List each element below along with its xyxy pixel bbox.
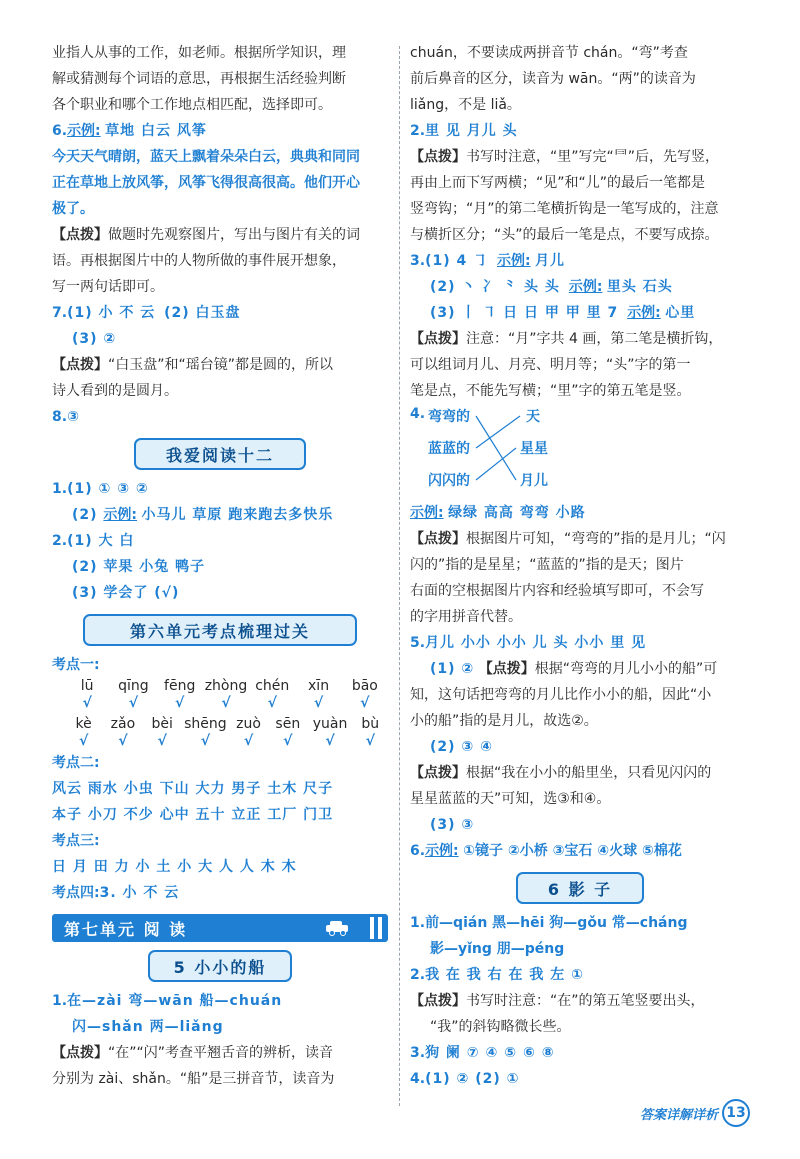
check-mark: √ — [365, 733, 375, 749]
q3-tip-line: 笔是点，不能先写横；“里”字的第五笔是竖。 — [410, 383, 691, 399]
q2-tip-line: 与横折区分；“头”的最后一笔是点，不要写成捺。 — [410, 227, 719, 243]
r1-answer-2: (2) 示例: 小马儿 草原 跑来跑去多快乐 — [72, 507, 334, 523]
q5-1: (1) ② 【点拨】根据“弯弯的月儿小小的船”可 — [430, 661, 718, 677]
column-divider — [399, 46, 400, 1106]
match-right: 星星 — [520, 441, 548, 457]
match-left: 闪闪的 — [428, 473, 470, 489]
check-mark: √ — [325, 733, 335, 749]
lesson6-banner: 6 影 子 — [516, 872, 644, 904]
pinyin: kè — [75, 716, 92, 732]
check-mark: √ — [157, 733, 167, 749]
pinyin: zhòng — [204, 678, 248, 694]
s2-answer: 2.我 在 我 右 在 我 左 ① — [410, 967, 585, 983]
q5-1-line: 小的船”指的是月儿，故选②。 — [410, 713, 598, 729]
reading-12-banner: 我爱阅读十二 — [134, 438, 306, 470]
pinyin-row-1 — [64, 678, 388, 694]
q3-tip-line: 可以组词月儿、月亮、明月等；“头”字的第一 — [410, 357, 691, 373]
decor-bars — [370, 917, 382, 939]
pinyin: bèi — [151, 716, 173, 732]
check-mark: √ — [118, 733, 128, 749]
q5-3: (3) ③ — [430, 817, 475, 833]
q2-tip: 【点拨】书写时注意，“里”写完“⺜”后，先写竖， — [410, 149, 720, 165]
right-column — [410, 40, 750, 1092]
check-mark: √ — [128, 695, 139, 711]
check-mark: √ — [360, 695, 370, 711]
k2-row: 风云 雨水 小虫 下山 大力 男子 土木 尺子 — [52, 781, 334, 797]
q6-tip-line: 写一两句话即可。 — [52, 279, 164, 295]
pinyin: lū — [80, 678, 94, 694]
check-mark: √ — [267, 695, 277, 711]
q4-tip-line: 闪的”指的是星星；“蓝蓝的”指的是天；图片 — [410, 557, 684, 573]
check-mark: √ — [175, 695, 185, 711]
q6-sentence: 正在草地上放风筝，风筝飞得很高很高。他们开心 — [52, 175, 360, 191]
footer-label: 答案详解详析 — [639, 1107, 718, 1123]
q5-tip: 【点拨】根据“我在小小的船里坐，只看见闪闪的 — [410, 765, 712, 781]
s4-answer: 4.(1) ② (2) ① — [410, 1071, 520, 1087]
check-mark: √ — [221, 695, 231, 711]
intro-line: 业指人从事的工作，如老师。根据所学知识，理 — [52, 45, 346, 61]
pinyin: zǎo — [110, 716, 136, 732]
match-right: 月儿 — [520, 473, 548, 489]
page-number: 13 — [722, 1099, 750, 1127]
page-footer — [640, 1099, 750, 1127]
pinyin: fēng — [164, 678, 196, 694]
cont-line: liǎng，不是 liǎ。 — [410, 97, 521, 113]
q5-tip-line: 星星蓝蓝的天”可知，选③和④。 — [410, 791, 611, 807]
q6-answer: 6.示例: ①镜子 ②小桥 ③宝石 ④火球 ⑤棉花 — [410, 843, 682, 859]
cont-line: chuán，不要读成两拼音节 chán。“弯”考查 — [410, 45, 688, 61]
l1-tip: 【点拨】“在”“闪”考查平翘舌音的辨析，读音 — [52, 1045, 334, 1061]
k3-row: 日 月 田 力 小 土 小 大 人 人 木 木 — [52, 859, 297, 875]
check-row-1 — [64, 694, 388, 712]
q8-answer: 8.③ — [52, 409, 80, 425]
q4-tip-line: 的字用拼音代替。 — [410, 609, 522, 625]
q2-tip-line: 再由上而下写两横；“见”和“儿”的最后一笔都是 — [410, 175, 706, 191]
l1-answer: 1.在—zài 弯—wān 船—chuán — [52, 993, 283, 1009]
q6-tip-line: 语。再根据图片中的人物所做的事件展开想象， — [52, 253, 346, 269]
unit7-reading-bar — [52, 914, 388, 942]
l1-answer-2: 闪—shǎn 两—liǎng — [72, 1019, 224, 1035]
unit7-title: 第七单元 阅 读 — [64, 919, 188, 939]
pinyin: xīn — [308, 678, 330, 694]
pinyin: qīng — [118, 678, 149, 694]
q6-answer: 6.示例: 草地 白云 风筝 — [52, 123, 207, 139]
q7-answer: 7.(1) 小 不 云 (2) 白玉盘 — [52, 305, 241, 321]
k4-answer: 考点四:3. 小 不 云 — [52, 885, 180, 901]
check-row-2 — [64, 732, 388, 750]
r1-answer: 1.(1) ① ③ ② — [52, 481, 149, 497]
pinyin: shēng — [184, 716, 227, 732]
check-mark: √ — [313, 695, 324, 711]
q7-tip: 【点拨】“白玉盘”和“瑶台镜”都是圆的，所以 — [52, 357, 334, 373]
q4-example: 示例: 绿绿 高高 弯弯 小路 — [410, 505, 586, 521]
q5-2: (2) ③ ④ — [430, 739, 493, 755]
match-left: 蓝蓝的 — [428, 441, 470, 457]
k3-title: 考点三: — [52, 833, 100, 849]
unit6-review-banner: 第六单元考点梳理过关 — [83, 614, 357, 646]
q4-tip: 【点拨】根据图片可知，“弯弯的”指的是月儿；“闪 — [410, 531, 726, 547]
intro-line: 解或猜测每个词语的意思，再根据生活经验判断 — [52, 71, 346, 87]
check-mark: √ — [200, 733, 211, 749]
q2-tip-line: 竖弯钩；“月”的第二笔横折钩是一笔写成的，注意 — [410, 201, 719, 217]
q4-tip-line: 右面的空根据图片内容和经验填写即可，不会写 — [410, 583, 704, 599]
q7-tip-line: 诗人看到的是圆月。 — [52, 383, 178, 399]
check-mark: √ — [82, 695, 92, 711]
intro-line: 各个职业和哪个工作地点相匹配，选择即可。 — [52, 97, 332, 113]
k2-title: 考点二: — [52, 755, 100, 771]
q6-sentence: 今天天气晴朗，蓝天上飘着朵朵白云，典典和同同 — [52, 149, 360, 165]
q5-1-line: 知，这句话把弯弯的月儿比作小小的船，因此“小 — [410, 687, 712, 703]
r2-answer: 2.(1) 大 白 — [52, 533, 135, 549]
pinyin: bāo — [351, 678, 378, 694]
match-right: 天 — [526, 409, 540, 425]
q3-tip: 【点拨】注意：“月”字共 4 画，第二笔是横折钩， — [410, 331, 723, 347]
r2-answer-2: (2) 苹果 小兔 鸭子 — [72, 559, 206, 575]
q7-answer-3: (3) ② — [72, 331, 117, 347]
cont-line: 前后鼻音的区分，读音为 wān。“两”的读音为 — [410, 71, 696, 87]
pinyin: sēn — [275, 716, 301, 732]
s2-tip: 【点拨】书写时注意：“在”的第五笔竖要出头， — [410, 993, 705, 1009]
pinyin: zuò — [236, 716, 261, 732]
check-mark: √ — [78, 733, 89, 749]
k2-row: 本子 小刀 不少 心中 五十 立正 工厂 门卫 — [52, 807, 334, 823]
car-icon — [324, 920, 354, 936]
q6-tip: 【点拨】做题时先观察图片，写出与图片有关的词 — [52, 227, 360, 243]
l1-tip-line: 分别为 zài、shǎn。“船”是三拼音节，读音为 — [52, 1071, 335, 1087]
check-mark: √ — [283, 733, 293, 749]
left-column — [52, 40, 388, 1092]
pinyin: bù — [361, 716, 380, 732]
s3-answer: 3.狗 阑 ⑦ ④ ⑤ ⑥ ⑧ — [410, 1045, 555, 1061]
s1-answer: 1.前—qián 黑—hēi 狗—gǒu 常—cháng — [410, 915, 688, 931]
match-lines — [410, 406, 540, 498]
pinyin: yuàn — [312, 716, 348, 732]
k1-title: 考点一: — [52, 657, 100, 673]
pinyin-row-2 — [64, 716, 388, 732]
q3-answer-3: (3) 丨 ㇕ 日 日 甲 甲 里 7 示例: 心里 — [430, 305, 696, 321]
s1-answer-2: 影—yǐng 朋—péng — [430, 941, 565, 957]
q3-answer-2: (2) 丶 冫 ⺀ 头 头 示例: 里头 石头 — [430, 279, 673, 295]
lesson5-banner: 5 小小的船 — [148, 950, 292, 982]
r2-answer-3: (3) 学会了 (√) — [72, 585, 180, 601]
q2-answer: 2.里 见 月儿 头 — [410, 123, 518, 139]
match-left: 弯弯的 — [428, 409, 470, 425]
q4-number: 4. — [410, 406, 426, 422]
q5-answer: 5.月儿 小小 小小 儿 头 小小 里 见 — [410, 635, 647, 651]
q6-sentence: 极了。 — [52, 201, 94, 217]
pinyin: chén — [255, 678, 290, 694]
check-mark: √ — [243, 733, 254, 749]
q3-answer-1: 3.(1) 4 ㇆ 示例: 月儿 — [410, 253, 566, 269]
s2-tip-line: “我”的斜钩略微长些。 — [430, 1019, 571, 1035]
q4-matching — [410, 406, 750, 498]
